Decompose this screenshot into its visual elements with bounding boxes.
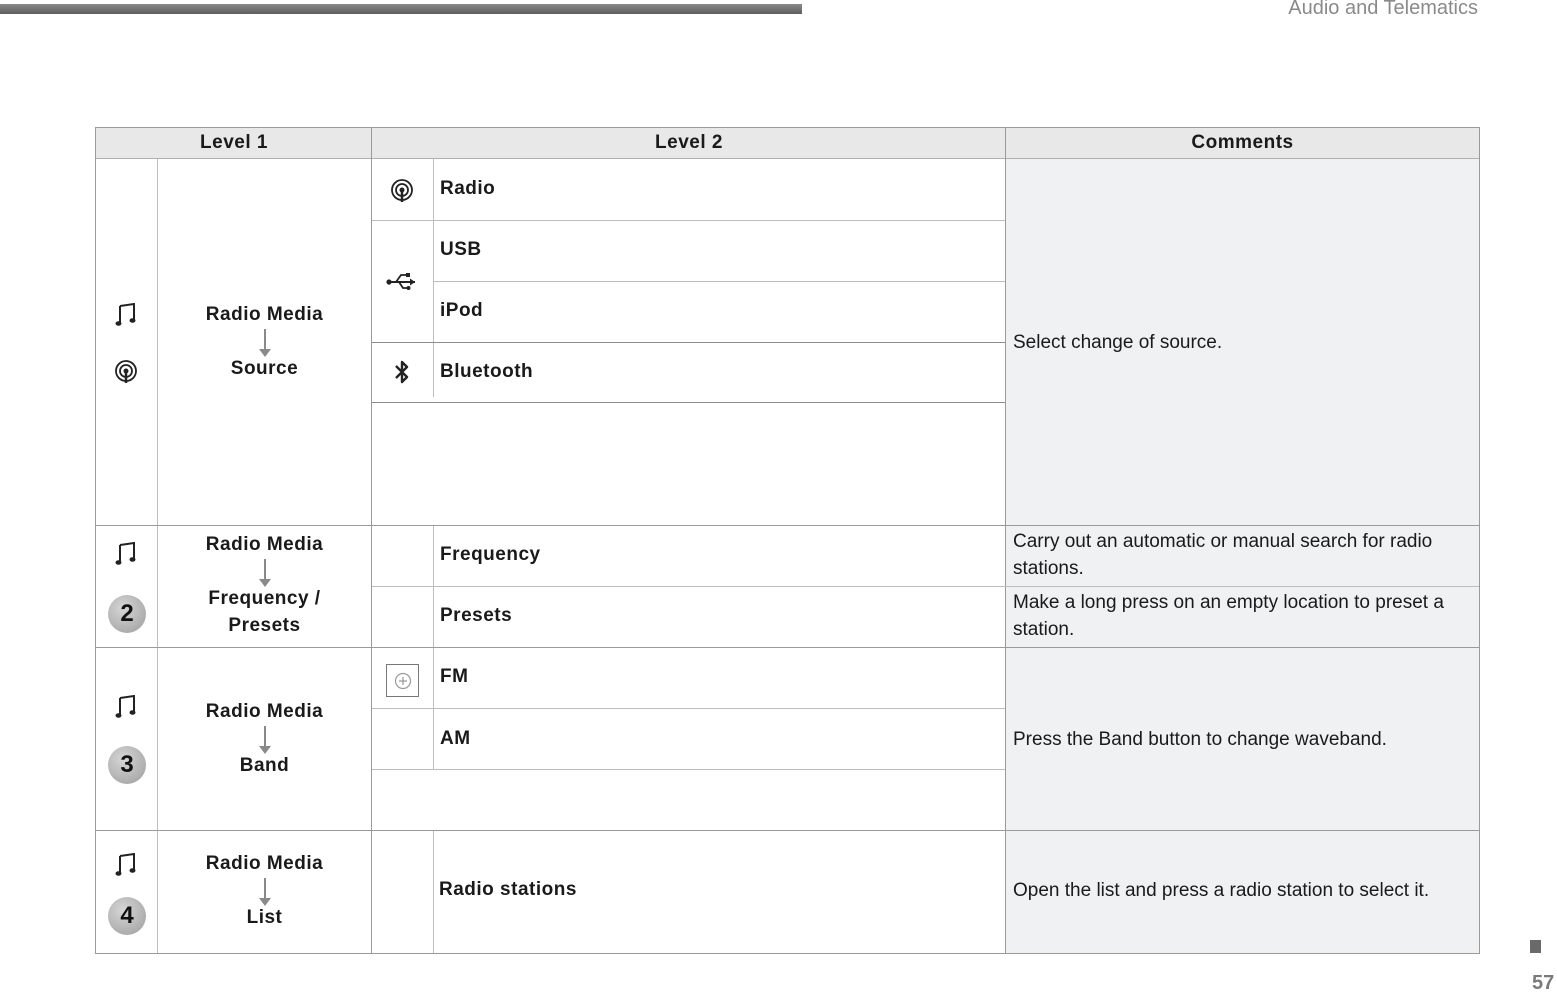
badge-3: 3: [107, 745, 147, 785]
level2-radio-stations: Radio stations: [439, 879, 577, 900]
level2-ipod: iPod: [440, 300, 484, 321]
comment-band: Press the Band button to change waveband.: [1013, 729, 1387, 750]
level2-am: AM: [440, 728, 471, 749]
header-level1: Level 1: [96, 128, 372, 159]
comment-frequency: Carry out an automatic or manual search for radio stations.: [1013, 531, 1433, 579]
level2-bluetooth: Bluetooth: [440, 361, 534, 382]
radio-antenna-icon: [112, 358, 140, 386]
header-bar: [0, 4, 802, 14]
level1-sublabel: List: [246, 907, 283, 928]
header-comments: Comments: [1006, 128, 1479, 159]
level1-label: Radio Media: [205, 701, 324, 722]
level1-sublabel: Band: [239, 755, 290, 776]
arrow-down-icon: [264, 878, 266, 900]
usb-icon: [385, 267, 419, 297]
comment-list: Open the list and press a radio station to select it.: [1013, 880, 1430, 901]
radio-antenna-icon: [387, 176, 417, 206]
comment-source: Select change of source.: [1013, 332, 1223, 353]
level1-label: Radio Media: [205, 534, 324, 555]
level2-fm: FM: [440, 666, 469, 687]
music-note-icon: [112, 851, 140, 879]
level1-label: Radio Media: [205, 304, 324, 325]
level2-usb: USB: [440, 239, 482, 260]
level1-label: Radio Media: [205, 853, 324, 874]
arrow-down-icon: [264, 559, 266, 581]
fm-button-icon: [385, 663, 420, 698]
menu-table: [95, 127, 1480, 954]
music-note-icon: [112, 693, 140, 721]
level1-frequency-presets: [158, 531, 371, 639]
badge-2: 2: [107, 594, 147, 634]
comment-presets: Make a long press on an empty location to preset a station.: [1013, 592, 1444, 640]
music-note-icon: [112, 540, 140, 568]
level1-sublabel: Source: [230, 358, 299, 379]
arrow-down-icon: [264, 329, 266, 351]
arrow-down-icon: [264, 726, 266, 748]
header-level2: Level 2: [372, 128, 1006, 159]
page-marker: [1530, 940, 1541, 953]
level1-list: [158, 850, 371, 931]
level2-radio: Radio: [440, 178, 496, 199]
section-title: Audio and Telematics: [1288, 0, 1478, 19]
level2-frequency: Frequency: [440, 544, 541, 565]
level2-presets: Presets: [440, 605, 513, 626]
level1-band: [158, 698, 371, 779]
level1-sublabel: Frequency / Presets: [208, 588, 321, 636]
badge-4: 4: [107, 896, 147, 936]
bluetooth-icon: [388, 357, 416, 387]
music-note-icon: [112, 301, 140, 329]
level1-source: [158, 301, 371, 382]
page-number: 57: [1532, 972, 1555, 994]
